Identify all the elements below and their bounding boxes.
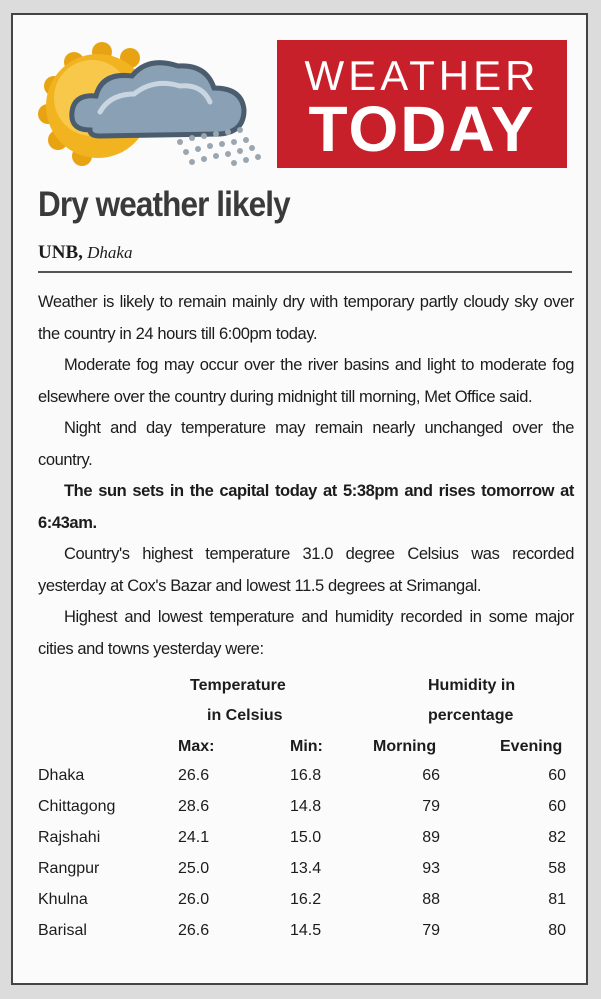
city-cell: Chittagong xyxy=(38,798,116,815)
article-body xyxy=(38,287,574,665)
morning-cell: 66 xyxy=(422,767,440,784)
byline-place: Dhaka xyxy=(87,243,133,262)
city-cell: Dhaka xyxy=(38,767,85,784)
city-cell: Barisal xyxy=(38,922,87,939)
table-group-header: percentage xyxy=(428,707,514,724)
city-cell: Rangpur xyxy=(38,860,100,877)
min-cell: 13.4 xyxy=(290,860,322,877)
min-cell: 15.0 xyxy=(290,829,322,846)
min-cell: 16.2 xyxy=(290,891,322,908)
banner-line-2: TODAY xyxy=(308,93,536,165)
table-group-header: Humidity in xyxy=(428,677,516,694)
morning-cell: 79 xyxy=(422,798,440,815)
morning-cell: 89 xyxy=(422,829,440,846)
evening-cell: 60 xyxy=(548,767,566,784)
morning-cell: 88 xyxy=(422,891,440,908)
paragraph: The sun sets in the capital today at 5:38pm and rises tomorrow at 6:43am. xyxy=(38,482,574,532)
byline xyxy=(38,242,132,264)
city-cell: Rajshahi xyxy=(38,829,101,846)
city-cell: Khulna xyxy=(38,891,88,908)
paragraph: Highest and lowest temperature and humidity recorded in some major cities and towns yesterday were: xyxy=(38,608,574,658)
divider xyxy=(38,271,572,273)
table-group-header: in Celsius xyxy=(207,707,283,724)
headline: Dry weather likely xyxy=(38,185,290,224)
column-header-min: Min: xyxy=(290,738,323,755)
banner-line-1: WEATHER xyxy=(304,52,540,99)
weather-today-banner xyxy=(277,40,567,168)
paragraph: Weather is likely to remain mainly dry with temporary partly cloudy sky over the country in 24 hours till 6:00pm today. xyxy=(38,293,574,343)
evening-cell: 80 xyxy=(548,922,566,939)
paragraph: Country's highest temperature 31.0 degree Celsius was recorded yesterday at Cox's Bazar and lowest 11.5 degrees at Srimangal. xyxy=(38,545,574,595)
max-cell: 26.6 xyxy=(178,767,210,784)
byline-agency: UNB, xyxy=(38,242,83,263)
max-cell: 25.0 xyxy=(178,860,210,877)
max-cell: 24.1 xyxy=(178,829,210,846)
min-cell: 14.5 xyxy=(290,922,322,939)
morning-cell: 93 xyxy=(422,860,440,877)
min-cell: 16.8 xyxy=(290,767,322,784)
max-cell: 26.0 xyxy=(178,891,210,908)
min-cell: 14.8 xyxy=(290,798,322,815)
evening-cell: 60 xyxy=(548,798,566,815)
evening-cell: 58 xyxy=(548,860,566,877)
evening-cell: 81 xyxy=(548,891,566,908)
column-header-evening: Evening xyxy=(500,738,563,755)
column-header-morning: Morning xyxy=(373,738,437,755)
morning-cell: 79 xyxy=(422,922,440,939)
evening-cell: 82 xyxy=(548,829,566,846)
max-cell: 28.6 xyxy=(178,798,210,815)
column-header-max: Max: xyxy=(178,738,215,755)
paragraph: Night and day temperature may remain nearly unchanged over the country. xyxy=(38,419,574,469)
paragraph: Moderate fog may occur over the river basins and light to moderate fog elsewhere over the country during midnight till morning, Met Office said. xyxy=(38,356,574,406)
max-cell: 26.6 xyxy=(178,922,210,939)
table-group-header: Temperature xyxy=(190,677,286,694)
sun-cloud-rain-icon xyxy=(30,38,270,170)
